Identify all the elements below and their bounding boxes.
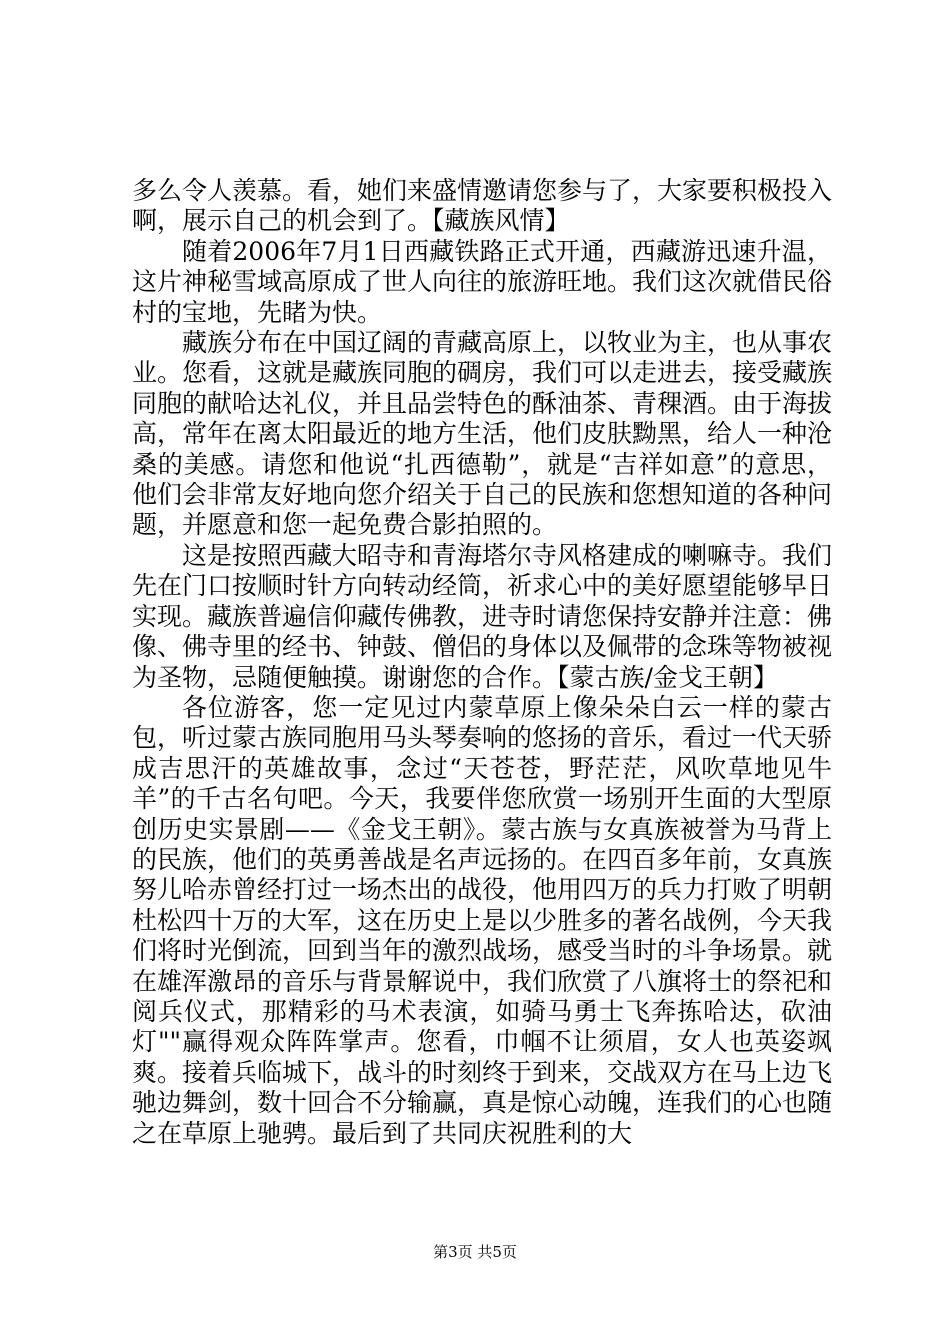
paragraph: 各位游客，您一定见过内蒙草原上像朵朵白云一样的蒙古包，听过蒙古族同胞用马头琴奏响的悠扬的音乐，看过一代天骄成吉思汗的英雄故事，念过“天苍苍，野茫茫，风吹草地见牛羊”的千古名句吧。今天，我要伴您欣赏一场别开生面的大型原创历史实景剧——《金戈王朝》。蒙古族与女真族被誉为马背上的民族，他们的英勇善战是名声远扬的。在四百多年前，女真族努儿哈赤曾经打过一场杰出的战役，他用四万的兵力打败了明朝杜松四十万的大军，这在历史上是以少胜多的著名战例，今天我们将时光倒流，回到当年的激烈战场，感受当时的斗争场景。就在雄浑激昂的音乐与背景解说中，我们欣赏了八旗将士的祭祀和阅兵仪式，那精彩的马术表演，如骑马勇士飞奔拣哈达，砍油灯""赢得观众阵阵掌声。您看，巾帼不让须眉，女人也英姿飒爽。接着兵临城下，战斗的时刻终于到来，交战双方在马上边飞驰边舞剑，数十回合不分输赢，真是惊心动魄，连我们的心也随之在草原上驰骋。最后到了共同庆祝胜利的大	[132, 692, 833, 1148]
page-footer: 第3页 共5页	[433, 1243, 517, 1261]
paragraph: 随着2006年7月1日西藏铁路正式开通，西藏游迅速升温，这片神秘雪域高原成了世人向往的旅游旺地。我们这次就借民俗村的宝地，先睹为快。	[132, 236, 833, 327]
paragraph: 这是按照西藏大昭寺和青海塔尔寺风格建成的喇嘛寺。我们先在门口按顺时针方向转动经筒，祈求心中的美好愿望能够早日实现。藏族普遍信仰藏传佛教，进寺时请您保持安静并注意：佛像、佛寺里的经书、钟鼓、僧侣的身体以及佩带的念珠等物被视为圣物，忌随便触摸。谢谢您的合作。【蒙古族/金戈王朝】	[132, 540, 833, 692]
document-body	[132, 176, 832, 1149]
paragraph: 多么令人羡慕。看，她们来盛情邀请您参与了，大家要积极投入啊，展示自己的机会到了。【藏族风情】	[132, 176, 833, 236]
paragraph: 藏族分布在中国辽阔的青藏高原上，以牧业为主，也从事农业。您看，这就是藏族同胞的碉房，我们可以走进去，接受藏族同胞的献哈达礼仪，并且品尝特色的酥油茶、青稞酒。由于海拔高，常年在离太阳最近的地方生活，他们皮肤黝黑，给人一种沧桑的美感。请您和他说“扎西德勒”，就是“吉祥如意”的意思，他们会非常友好地向您介绍关于自己的民族和您想知道的各种问题，并愿意和您一起免费合影拍照的。	[132, 328, 833, 540]
